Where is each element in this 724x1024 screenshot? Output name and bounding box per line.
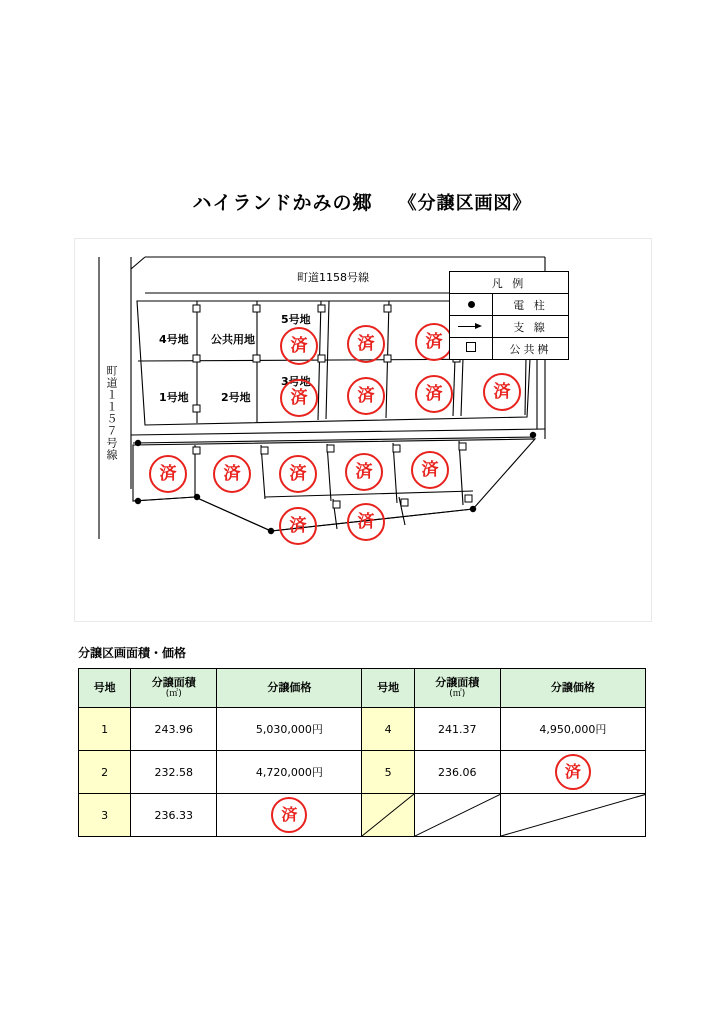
header-no-left: 号地 [79, 669, 131, 708]
sold-stamp-map [213, 455, 251, 493]
sold-stamp-map [415, 323, 453, 361]
sold-stamp-ring: 済 [271, 797, 307, 833]
sold-stamp-map [279, 507, 317, 545]
cell-no-empty [362, 794, 414, 837]
legend-label: 電 柱 [493, 294, 569, 316]
price-table-header-row [79, 669, 646, 708]
lot-label-public: 公共用地 [211, 333, 255, 346]
cell-no: 4 [362, 708, 414, 751]
page-title-sub: 《分譲区画図》 [398, 193, 532, 214]
sold-stamp-ring: 済 [279, 507, 317, 545]
cell-price: 4,950,000円 [500, 708, 645, 751]
legend-title: 凡 例 [450, 272, 569, 294]
cell-price-sold [500, 751, 645, 794]
utility-pole-dot-icon [450, 294, 493, 316]
sold-stamp-ring: 済 [555, 754, 591, 790]
sold-stamp-map [279, 455, 317, 493]
sold-stamp-ring: 済 [149, 455, 187, 493]
header-price-left: 分譲価格 [217, 669, 362, 708]
cell-no: 5 [362, 751, 414, 794]
cell-price-sold [217, 794, 362, 837]
sold-stamp-map [280, 379, 318, 417]
cell-area: 236.06 [414, 751, 500, 794]
sold-stamp-ring: 済 [279, 455, 317, 493]
sold-stamp-map [415, 375, 453, 413]
sold-stamp-map [347, 377, 385, 415]
cell-price: 4,720,000円 [217, 751, 362, 794]
sold-stamp-map [347, 325, 385, 363]
sold-stamp-ring: 済 [411, 451, 449, 489]
cell-area: 236.33 [131, 794, 217, 837]
sold-stamp-ring: 済 [415, 323, 453, 361]
sold-stamp-ring: 済 [347, 377, 385, 415]
sold-stamp-map [345, 453, 383, 491]
header-area-left-unit: (㎡) [165, 689, 182, 700]
table-row [79, 751, 646, 794]
sold-stamp-ring: 済 [280, 327, 318, 365]
sold-stamp-ring: 済 [347, 325, 385, 363]
sold-stamp-ring: 済 [280, 379, 318, 417]
price-table-caption: 分譲区画面積・価格 [78, 646, 187, 660]
price-table [78, 668, 646, 837]
lot-label-3: 3号地 [281, 375, 311, 388]
lot-label-2: 2号地 [221, 391, 251, 404]
cell-area: 232.58 [131, 751, 217, 794]
sold-stamp-ring: 済 [483, 373, 521, 411]
legend-label: 支 線 [493, 316, 569, 338]
cell-area: 241.37 [414, 708, 500, 751]
sold-stamp-ring: 済 [213, 455, 251, 493]
table-row [79, 708, 646, 751]
lot-label-1: 1号地 [159, 391, 189, 404]
cell-no: 1 [79, 708, 131, 751]
header-area-right [414, 669, 500, 708]
sold-stamp-map [411, 451, 449, 489]
legend-row [450, 338, 569, 360]
sold-stamp-map [483, 373, 521, 411]
header-area-left-text: 分譲面積 [151, 675, 196, 689]
public-box-square-icon [450, 338, 493, 360]
sold-stamp-ring: 済 [347, 503, 385, 541]
road-label-top: 町道1158号線 [297, 271, 369, 284]
lot-label-5: 5号地 [281, 313, 311, 326]
legend-row [450, 316, 569, 338]
sold-stamp-map [149, 455, 187, 493]
header-area-right-unit: (㎡) [449, 689, 466, 700]
cell-area: 243.96 [131, 708, 217, 751]
cell-area-empty [414, 794, 500, 837]
road-label-left: 町道１１５７号線 [105, 365, 118, 461]
table-row [79, 794, 646, 837]
sold-stamp-ring: 済 [345, 453, 383, 491]
header-no-right: 号地 [362, 669, 414, 708]
legend [449, 271, 569, 360]
header-area-right-text: 分譲面積 [435, 675, 480, 689]
page-title [0, 188, 724, 215]
sold-stamp-ring: 済 [415, 375, 453, 413]
guy-wire-arrow-icon [450, 316, 493, 338]
legend-label: 公共桝 [493, 338, 569, 360]
sold-stamp-map [280, 327, 318, 365]
cell-no: 2 [79, 751, 131, 794]
legend-row [450, 294, 569, 316]
lot-label-4: 4号地 [159, 333, 189, 346]
cell-no: 3 [79, 794, 131, 837]
cell-price: 5,030,000円 [217, 708, 362, 751]
sold-stamp-map [347, 503, 385, 541]
page-title-main: ハイランドかみの郷 [192, 192, 373, 214]
header-area-left [131, 669, 217, 708]
legend-header-row [450, 272, 569, 294]
header-price-right: 分譲価格 [500, 669, 645, 708]
cell-price-empty [500, 794, 645, 837]
